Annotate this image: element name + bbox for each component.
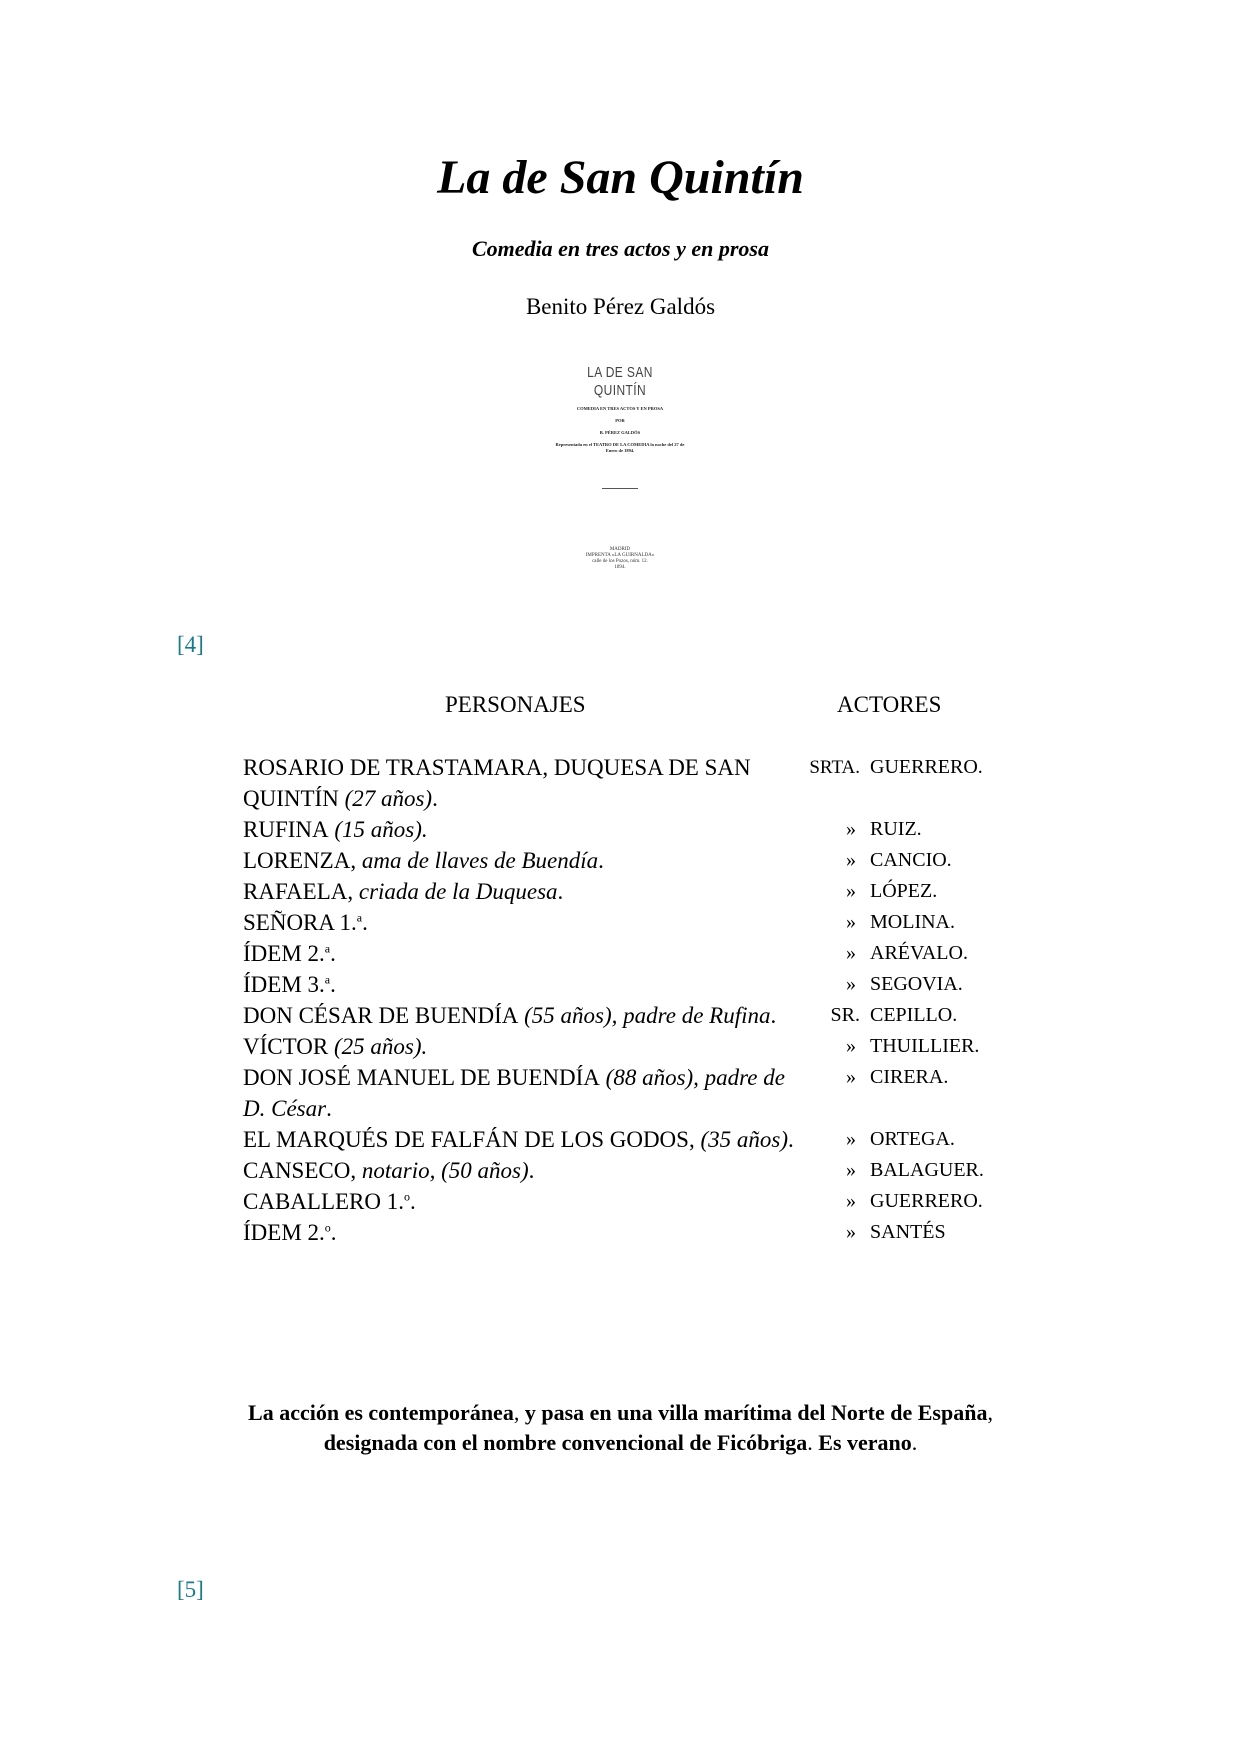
actor-name: LÓPEZ.	[870, 880, 938, 902]
actor-name: SANTÉS	[870, 1221, 946, 1243]
ordinal-indicator: a	[356, 910, 363, 925]
character-role: ÍDEM 2.$^a$.	[243, 941, 336, 966]
actor-name: SEGOVIA.	[870, 973, 963, 995]
actor-title: SRTA.	[809, 757, 860, 778]
ditto-mark: »	[846, 942, 856, 964]
cast-row	[243, 1217, 993, 1248]
cover-image	[550, 360, 690, 596]
setting-part-2: y pasa en una villa marítima del Norte de España	[524, 1400, 988, 1425]
cast-row	[243, 752, 993, 814]
setting-part-3: designada con el nombre convencional de Ficóbriga	[323, 1430, 808, 1455]
character-role: SEÑORA 1.$^a$.	[243, 910, 368, 935]
cover-address: calle de los Pozos, núm. 12.	[592, 559, 648, 564]
character-name: DON JOSÉ MANUEL DE BUENDÍA	[243, 1065, 600, 1090]
character-name: LORENZA,	[243, 848, 362, 873]
character-name: ROSARIO DE TRASTAMARA, DUQUESA DE SAN QUINTÍN	[243, 755, 751, 811]
character-name: ÍDEM 3.	[243, 972, 325, 997]
actor-name: CEPILLO.	[870, 1004, 958, 1026]
character-role: CABALLERO 1.$^o$.	[243, 1189, 416, 1214]
actor-name: BALAGUER.	[870, 1159, 984, 1181]
ditto-mark: »	[846, 1190, 856, 1212]
document-title: La de San Quintín	[437, 151, 804, 204]
cover-year: 1894.	[614, 565, 626, 570]
character-description: criada de la Duquesa	[358, 879, 558, 904]
cover-subtitle: COMEDIA EN TRES ACTOS Y EN PROSA	[576, 406, 664, 411]
cast-row	[243, 1062, 993, 1124]
cast-row	[243, 845, 993, 876]
ditto-mark: »	[846, 973, 856, 995]
cover-premiere: Representada en el TEATRO DE LA COMEDIA la noche del 27 de Enero de 1894.	[555, 442, 685, 453]
actor-name: MOLINA.	[870, 911, 955, 933]
character-role: DON CÉSAR DE BUENDÍA (55 años), padre de Rufina.	[243, 1003, 777, 1028]
cast-row	[243, 1124, 993, 1155]
character-role: DON JOSÉ MANUEL DE BUENDÍA (88 años), padre de D. César.	[243, 1065, 785, 1121]
ditto-mark: »	[846, 818, 856, 840]
character-name: RAFAELA,	[243, 879, 359, 904]
character-name: ÍDEM 2.	[243, 941, 325, 966]
page-marker-5[interactable]: [5]	[177, 1577, 204, 1602]
character-name: VÍCTOR	[243, 1034, 329, 1059]
character-description: (27 años)	[338, 786, 433, 811]
character-name: EL MARQUÉS DE FALFÁN DE LOS GODOS,	[243, 1127, 701, 1152]
cover-author: B. PÉREZ GALDÓS	[599, 430, 641, 435]
setting-part-1: La acción es contemporánea	[248, 1400, 514, 1425]
document-subtitle: Comedia en tres actos y en prosa	[472, 236, 769, 261]
ordinal-indicator: o	[404, 1189, 410, 1204]
ditto-mark: »	[846, 1128, 856, 1150]
ordinal-indicator: o	[324, 1220, 331, 1235]
ditto-mark: »	[846, 1035, 856, 1057]
cast-row	[243, 938, 993, 969]
character-name: SEÑORA 1.	[243, 910, 357, 935]
cover-por: POR	[615, 418, 625, 423]
cast-row	[243, 907, 993, 938]
cover-ornament-rule	[602, 488, 638, 489]
ditto-mark: »	[846, 1066, 856, 1088]
setting-part-4: Es verano	[818, 1430, 912, 1455]
cast-row	[243, 876, 993, 907]
cover-title: LA DE SAN QUINTÍN	[587, 364, 653, 399]
cast-row	[243, 1031, 993, 1062]
cast-row	[243, 1155, 993, 1186]
character-role: RAFAELA, criada de la Duquesa.	[243, 879, 564, 904]
actor-name: CANCIO.	[870, 849, 952, 871]
character-description: (88 años), padre de D. César	[243, 1065, 785, 1121]
cover-imprint	[550, 547, 690, 571]
character-role: CANSECO, notario, (50 años).	[243, 1158, 535, 1183]
character-description: (35 años)	[700, 1127, 788, 1152]
character-description: (15 años).	[328, 817, 428, 842]
character-role: ÍDEM 3.$^a$.	[243, 972, 336, 997]
character-description: (25 años).	[328, 1034, 428, 1059]
character-description: notario, (50 años)	[361, 1158, 529, 1183]
document-author: Benito Pérez Galdós	[525, 294, 716, 319]
character-description: (55 años), padre de Rufina	[518, 1003, 771, 1028]
character-role: ROSARIO DE TRASTAMARA, DUQUESA DE SAN QUINTÍN (27 años).	[243, 755, 751, 811]
cover-printer: IMPRENTA «LA GUIRNALDA»	[585, 553, 655, 558]
setting-description: La acción es contemporánea, y pasa en una villa marítima del Norte de España, designada con el nombre convencional de Ficóbriga. Es verano.	[248, 1400, 993, 1455]
character-role: ÍDEM 2.$^o$.	[243, 1220, 337, 1245]
ditto-mark: »	[846, 1221, 856, 1243]
character-name: CABALLERO 1.	[243, 1189, 404, 1214]
cover-city: MADRID	[609, 547, 631, 552]
actor-name: ORTEGA.	[870, 1128, 955, 1150]
ditto-mark: »	[846, 911, 856, 933]
page-marker-4[interactable]: [4]	[177, 632, 204, 657]
actor-name: GUERRERO.	[870, 756, 983, 778]
ditto-mark: »	[846, 1159, 856, 1181]
character-role	[243, 814, 798, 845]
character-role: LORENZA, ama de llaves de Buendía.	[243, 848, 604, 873]
cast-row	[243, 814, 993, 845]
actor-name: GUERRERO.	[870, 1190, 983, 1212]
ditto-mark: »	[846, 880, 856, 902]
cast-row	[243, 1000, 993, 1031]
ditto-mark: »	[846, 849, 856, 871]
actor-name: RUIZ.	[870, 818, 922, 840]
character-role	[243, 1031, 798, 1062]
character-name: RUFINA	[243, 817, 329, 842]
cast-list	[243, 752, 993, 1248]
actor-name: THUILLIER.	[870, 1035, 980, 1057]
cast-row	[243, 1186, 993, 1217]
character-role: EL MARQUÉS DE FALFÁN DE LOS GODOS, (35 años).	[243, 1127, 794, 1152]
actor-title: SR.	[830, 1004, 860, 1026]
character-description: ama de llaves de Buendía	[361, 848, 599, 873]
character-name: CANSECO,	[243, 1158, 362, 1183]
actor-name: CIRERA.	[870, 1066, 949, 1088]
header-actores: ACTORES	[837, 692, 942, 717]
ordinal-indicator: a	[324, 972, 331, 987]
header-personajes: PERSONAJES	[445, 692, 586, 717]
cast-row	[243, 969, 993, 1000]
actor-name: ARÉVALO.	[870, 942, 968, 964]
character-name: ÍDEM 2.	[243, 1220, 325, 1245]
ordinal-indicator: a	[324, 941, 331, 956]
character-name: DON CÉSAR DE BUENDÍA	[243, 1003, 519, 1028]
